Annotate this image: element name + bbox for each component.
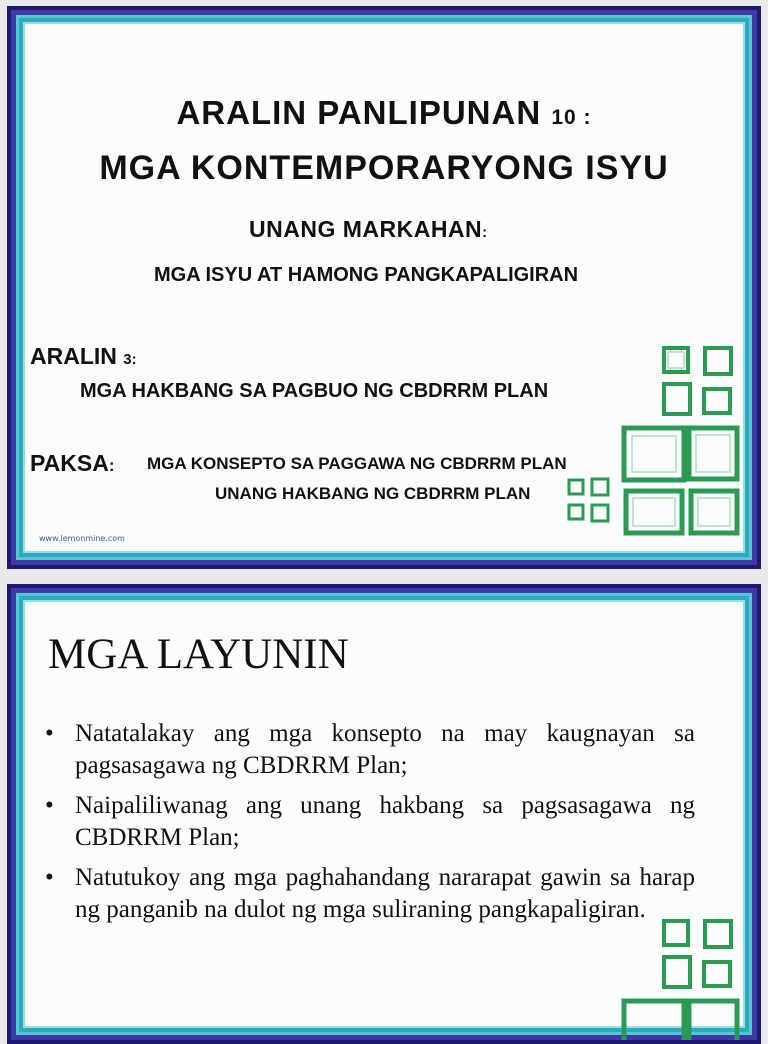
- slide-1: [7, 6, 761, 569]
- paksa-label: [30, 450, 114, 477]
- aralin-text: MGA HAKBANG SA PAGBUO NG CBDRRM PLAN: [80, 380, 549, 402]
- objective-item: [45, 718, 695, 782]
- paksa-label-text: PAKSA: [30, 450, 109, 476]
- objective-item: [45, 790, 695, 854]
- title-line-1: [11, 94, 757, 132]
- objective-text: Naipaliliwanag ang unang hakbang sa pagsasagawa ng CBDRRM Plan;: [75, 792, 695, 851]
- slide-2: [7, 584, 761, 1044]
- green-squares-decoration-icon: [556, 345, 746, 545]
- aralin-label: [30, 343, 137, 370]
- objective-text: Natatalakay ang mga konsepto na may kaugnayan sa pagsasagawa ng CBDRRM Plan;: [75, 720, 695, 779]
- paksa-colon: :: [108, 456, 115, 475]
- title-line-2: MGA KONTEMPORARYONG ISYU: [99, 149, 669, 187]
- green-squares-decoration-icon: [556, 918, 746, 1044]
- website-label: www.lemonmine.com: [39, 534, 125, 543]
- quarter-colon: :: [482, 224, 488, 241]
- paksa-text-1: MGA KONSEPTO SA PAGGAWA NG CBDRRM PLAN: [147, 454, 567, 473]
- objective-item: [45, 862, 695, 926]
- slide-2-title: MGA LAYUNIN: [48, 631, 349, 678]
- quarter-label-text: UNANG MARKAHAN: [249, 216, 483, 242]
- bullet-icon: •: [45, 864, 54, 891]
- bullet-icon: •: [45, 792, 54, 819]
- quarter-text: MGA ISYU AT HAMONG PANGKAPALIGIRAN: [154, 264, 579, 286]
- objectives-list: [45, 718, 695, 934]
- quarter-label: [249, 216, 488, 243]
- aralin-number: 3:: [123, 351, 137, 368]
- title-main: ARALIN PANLIPUNAN: [176, 94, 542, 131]
- title-number: 10 :: [551, 106, 592, 129]
- bullet-icon: •: [45, 720, 54, 747]
- aralin-label-text: ARALIN: [30, 343, 117, 369]
- paksa-text-2: UNANG HAKBANG NG CBDRRM PLAN: [215, 484, 531, 503]
- objective-text: Natutukoy ang mga paghahandang nararapat gawin sa harap ng panganib na dulot ng mga suliraning pangkapaligiran.: [75, 864, 695, 923]
